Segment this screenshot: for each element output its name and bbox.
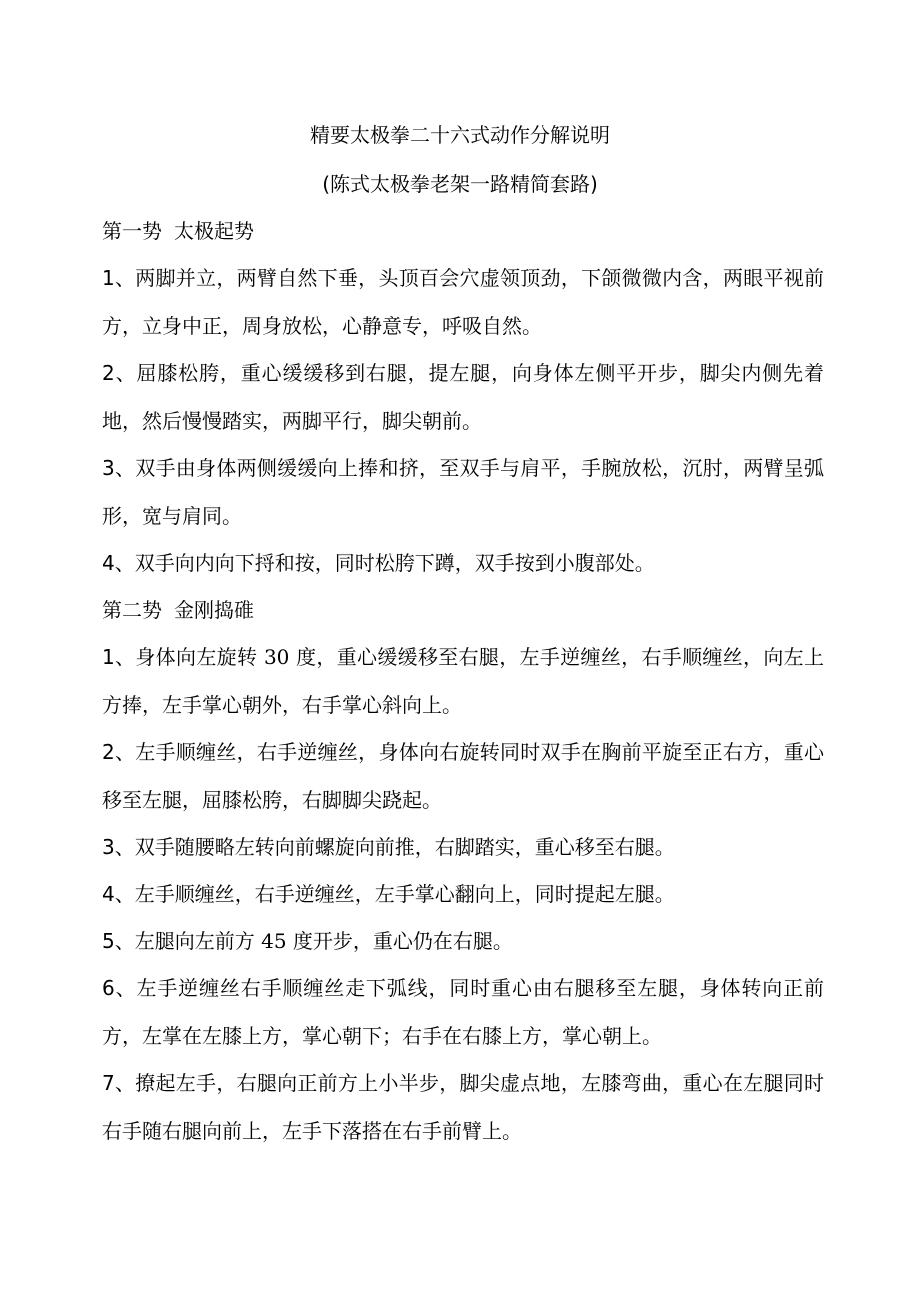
step-text: 、左手顺缠丝，右手逆缠丝，左手掌心翻向上，同时提起左腿。 xyxy=(114,882,675,906)
step-number: 2 xyxy=(102,740,115,764)
step-text: 、双手向内向下捋和按，同时松胯下蹲，双手按到小腹部处。 xyxy=(114,551,655,575)
step-number: 6 xyxy=(102,976,115,1000)
step-item xyxy=(102,823,824,871)
step-text: 、两脚并立，两臂自然下垂，头顶百会穴虚领顶劲，下颌微微内含，两眼平视前方，立身中正，周身放松，心静意专，呼吸自然。 xyxy=(102,266,824,338)
step-number: 3 xyxy=(102,835,115,859)
section-number: 第一势 xyxy=(102,219,162,243)
step-number: 3 xyxy=(102,456,115,480)
step-item xyxy=(102,964,824,1060)
step-number: 7 xyxy=(102,1071,115,1095)
section-name: 金刚捣碓 xyxy=(174,598,254,622)
step-item xyxy=(102,728,824,824)
step-number: 1 xyxy=(102,266,115,290)
step-item xyxy=(102,349,824,445)
document-title: 精要太极拳二十六式动作分解说明 xyxy=(310,123,610,147)
step-item xyxy=(102,870,824,918)
step-text: 、左手逆缠丝右手顺缠丝走下弧线，同时重心由右腿移至左腿，身体转向正前方，左掌在左膝上方，掌心朝下；右手在右膝上方，掌心朝上。 xyxy=(102,976,824,1048)
section-heading xyxy=(102,596,824,624)
step-number: 5 xyxy=(102,929,115,953)
step-item xyxy=(102,254,824,350)
document-subtitle: (陈式太极拳老架一路精简套路) xyxy=(322,172,598,196)
step-number: 4 xyxy=(102,551,115,575)
step-text: 、双手由身体两侧缓缓向上捧和挤，至双手与肩平，手腕放松，沉肘，两臂呈弧形，宽与肩同。 xyxy=(102,456,824,528)
section-taiji-qishi xyxy=(102,217,824,587)
step-number: 4 xyxy=(102,882,115,906)
step-item xyxy=(102,1059,824,1155)
document-body xyxy=(102,217,824,1164)
section-heading xyxy=(102,217,824,245)
step-text: 、双手随腰略左转向前螺旋向前推，右脚踏实，重心移至右腿。 xyxy=(114,835,675,859)
step-text: 、身体向左旋转 30 度，重心缓缓移至右腿，左手逆缠丝，右手顺缠丝，向左上方捧，左手掌心朝外，右手掌心斜向上。 xyxy=(102,645,824,717)
section-jingang-daodui xyxy=(102,596,824,1155)
step-item xyxy=(102,917,824,965)
step-text: 、左腿向左前方 45 度开步，重心仍在右腿。 xyxy=(114,929,513,953)
step-text: 、屈膝松胯，重心缓缓移到右腿，提左腿，向身体左侧平开步，脚尖内侧先着地，然后慢慢踏实，两脚平行，脚尖朝前。 xyxy=(102,361,824,433)
step-item xyxy=(102,539,824,587)
section-name: 太极起势 xyxy=(174,219,254,243)
step-number: 2 xyxy=(102,361,115,385)
step-number: 1 xyxy=(102,645,115,669)
step-item xyxy=(102,633,824,729)
step-item xyxy=(102,444,824,540)
section-number: 第二势 xyxy=(102,598,162,622)
step-text: 、撩起左手，右腿向正前方上小半步，脚尖虚点地，左膝弯曲，重心在左腿同时右手随右腿向前上，左手下落搭在右手前臂上。 xyxy=(102,1071,824,1143)
step-text: 、左手顺缠丝，右手逆缠丝，身体向右旋转同时双手在胸前平旋至正右方，重心移至左腿，屈膝松胯，右脚脚尖跷起。 xyxy=(102,740,824,812)
